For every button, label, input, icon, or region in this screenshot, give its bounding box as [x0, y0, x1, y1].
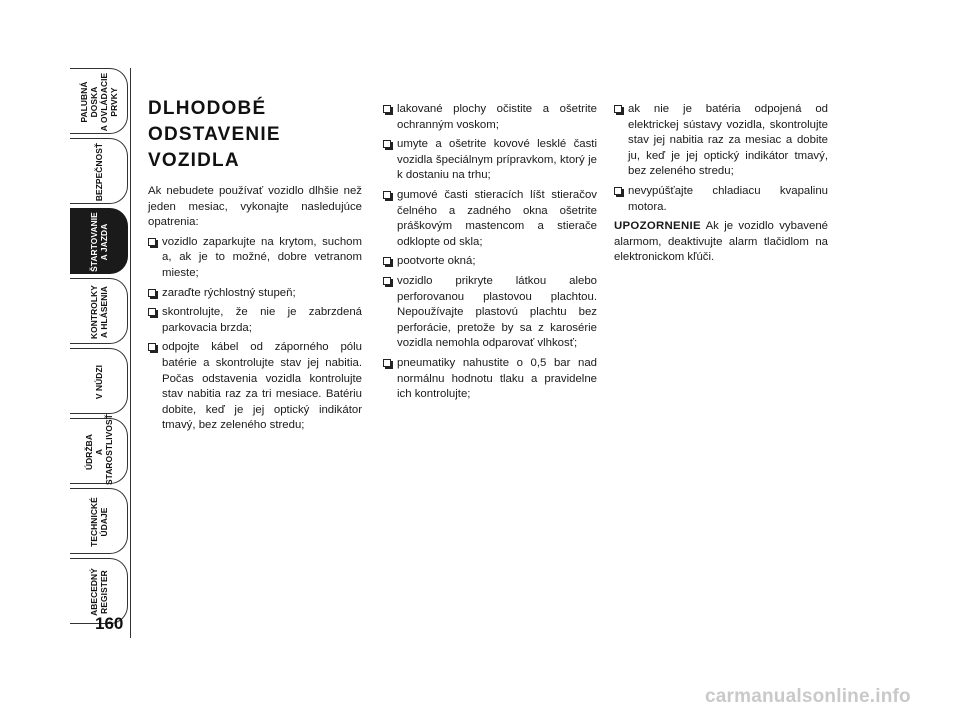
- checkbox-bullet-icon: [383, 105, 391, 113]
- list-item-text: nevypúšťajte chladiacu kvapalinu motora.: [628, 184, 828, 213]
- checkbox-bullet-icon: [148, 238, 156, 246]
- checkbox-bullet-icon: [148, 289, 156, 297]
- tab-bezpecnost[interactable]: [70, 138, 128, 204]
- list-item: [383, 137, 597, 184]
- list-item: [383, 102, 597, 133]
- tab-palubna-doska[interactable]: [70, 68, 128, 134]
- checkbox-bullet-icon: [614, 105, 622, 113]
- list-item: [383, 188, 597, 250]
- list-item-text: skontrolujte, že nie je zabrzdená parkovacia brzda;: [162, 306, 362, 334]
- column-2: [383, 102, 597, 407]
- tab-udrzba[interactable]: [70, 414, 128, 485]
- sidebar-divider: [130, 68, 131, 638]
- list-item: [148, 235, 362, 282]
- list-item-text: odpojte kábel od záporného pólu batérie a skontrolujte stav jej nabitia. Počas odstavenia vozidla kontrolujte stav nabitia raz za tri mesiace. Batériu dobite, keď je jej optický indikátor tmavý, bez zeleného stredu;: [162, 341, 362, 432]
- list-item: [148, 340, 362, 434]
- list-item-text: vozidlo zaparkujte na krytom, suchom a, ak je to možné, dobre vetranom mieste;: [162, 235, 362, 279]
- list-item-text: zaraďte rýchlostný stupeň;: [162, 286, 296, 299]
- list-item-text: umyte a ošetrite kovové lesklé časti vozidla špeciálnym prípravkom, ktorý je k dostaniu na trhu;: [397, 138, 597, 182]
- checklist-1: [148, 235, 362, 434]
- column-3: [614, 102, 828, 270]
- list-item-text: pneumatiky nahustite o 0,5 bar nad normálnu hodnotu tlaku a pravidelne ich kontrolujte;: [397, 356, 597, 401]
- checkbox-bullet-icon: [383, 257, 391, 265]
- tab-startovanie-a-jazda[interactable]: [70, 208, 128, 274]
- tab-label: KONTROLKY A HLÁSENIA: [89, 285, 109, 339]
- warning-label: UPOZORNENIE: [614, 220, 701, 233]
- tab-label: ÚDRŽBA A STAROSTLIVOSŤ: [84, 414, 114, 485]
- checkbox-bullet-icon: [148, 343, 156, 351]
- tab-label: BEZPEČNOSŤ: [94, 142, 104, 202]
- watermark: carmanualsonline.info: [705, 686, 911, 707]
- checkbox-bullet-icon: [383, 140, 391, 148]
- tab-label: PALUBNÁ DOSKA A OVLÁDACIE PRVKY: [79, 72, 119, 132]
- list-item-text: ak nie je batéria odpojená od elektrickej sústavy vozidla, skontrolujte stav jej nabitia raz za mesiac a dobite ju, keď je jej optický indikátor tmavý, bez zeleného stredu;: [628, 103, 828, 178]
- tab-label: TECHNICKÉ ÚDAJE: [89, 497, 109, 547]
- list-item: [148, 286, 362, 302]
- tab-v-nudzi[interactable]: [70, 348, 128, 414]
- column-1: [148, 96, 362, 438]
- tab-kontrolky[interactable]: [70, 278, 128, 344]
- tab-label: ABECEDNÝ REGISTER: [89, 568, 109, 616]
- list-item-text: gumové časti stieracích líšt stieračov čelného a zadného okna ošetrite práškovým mastencom a stierače odklopte od skla;: [397, 188, 597, 248]
- list-item: [614, 102, 828, 180]
- page-number: 160: [95, 614, 124, 633]
- checkbox-bullet-icon: [383, 359, 391, 367]
- list-item: [614, 184, 828, 215]
- page-title: DLHODOBÉ ODSTAVENIE VOZIDLA: [148, 98, 281, 171]
- list-item: [383, 274, 597, 352]
- intro-text: Ak nebudete používať vozidlo dlhšie než jeden mesiac, vykonajte nasledujúce opatrenia:: [148, 185, 362, 229]
- tab-label: ŠTARTOVANIE A JAZDA: [89, 212, 109, 272]
- list-item-text: lakované plochy očistite a ošetrite ochranným voskom;: [397, 103, 597, 131]
- checklist-2: [383, 102, 597, 403]
- list-item-text: pootvorte okná;: [397, 255, 476, 268]
- list-item: [383, 254, 597, 270]
- tab-label: V NÚDZI: [94, 364, 104, 400]
- warning-text: Ak je vozidlo vybavené alarmom, deaktivujte alarm tlačidlom na elektronickom kľúči.: [614, 220, 828, 264]
- checkbox-bullet-icon: [383, 191, 391, 199]
- warning-note: [614, 219, 828, 266]
- checkbox-bullet-icon: [148, 308, 156, 316]
- checklist-3: [614, 102, 828, 215]
- list-item-text: vozidlo prikryte látkou alebo perforovanou plastovou plachtou. Nepoužívajte plastovú plachtu bez perforácie, pretože by sa z karosérie vozidla nemohla odparovať vlhkosť;: [397, 274, 597, 350]
- tab-technicke-udaje[interactable]: [70, 488, 128, 554]
- checkbox-bullet-icon: [614, 187, 622, 195]
- list-item: [148, 305, 362, 336]
- list-item: [383, 356, 597, 403]
- checkbox-bullet-icon: [383, 277, 391, 285]
- section-sidebar: [70, 68, 130, 628]
